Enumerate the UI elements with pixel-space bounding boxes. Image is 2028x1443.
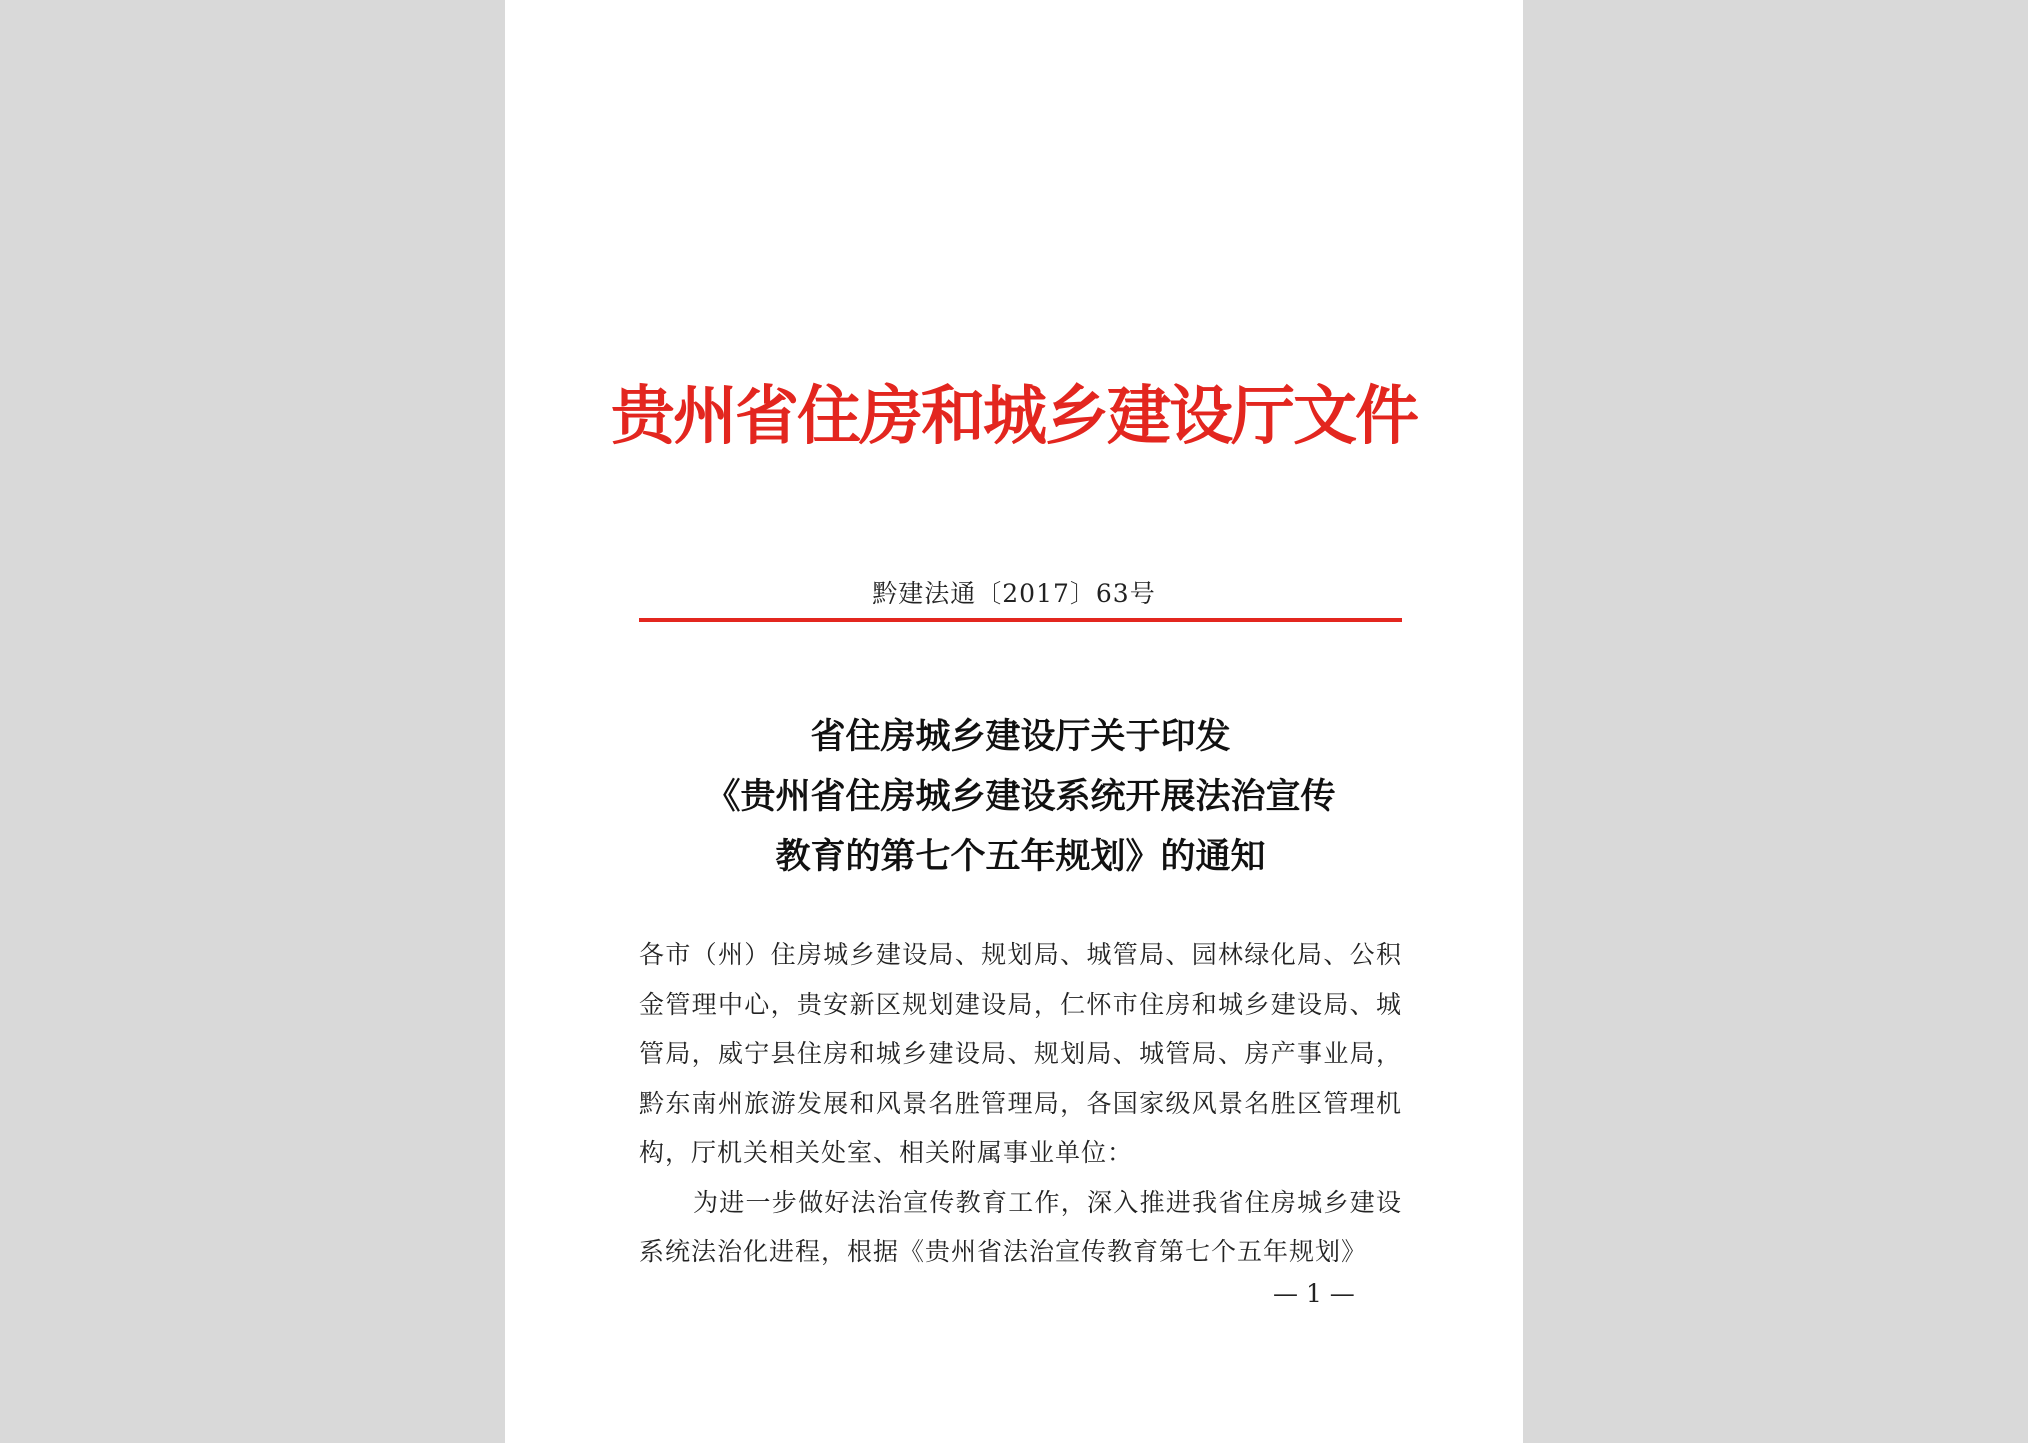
document-page <box>505 0 1523 1443</box>
issuing-authority-header: 贵州省住房和城乡建设厅文件 <box>611 379 1417 454</box>
page-number: — 1 — <box>1273 1279 1355 1308</box>
title-line: 省住房城乡建设厅关于印发 <box>810 716 1231 757</box>
body-paragraph: 为进一步做好法治宣传教育工作，深入推进我省住房城乡建设系统法治化进程，根据《贵州省法治宣传教育第七个五年规划》 <box>639 1187 1402 1266</box>
document-body <box>639 930 1402 1277</box>
red-divider-line <box>639 618 1402 622</box>
title-line: 教育的第七个五年规划》的通知 <box>775 836 1266 877</box>
title-line: 《贵州省住房城乡建设系统开展法治宣传 <box>705 776 1336 817</box>
document-number: 黔建法通〔2017〕63号 <box>872 579 1156 608</box>
addressee-paragraph: 各市（州）住房城乡建设局、规划局、城管局、园林绿化局、公积金管理中心，贵安新区规划建设局，仁怀市住房和城乡建设局、城管局，威宁县住房和城乡建设局、规划局、城管局、房产事业局，黔东南州旅游发展和风景名胜管理局，各国家级风景名胜区管理机构，厅机关相关处室、相关附属事业单位： <box>639 940 1402 1167</box>
document-title <box>639 707 1402 887</box>
